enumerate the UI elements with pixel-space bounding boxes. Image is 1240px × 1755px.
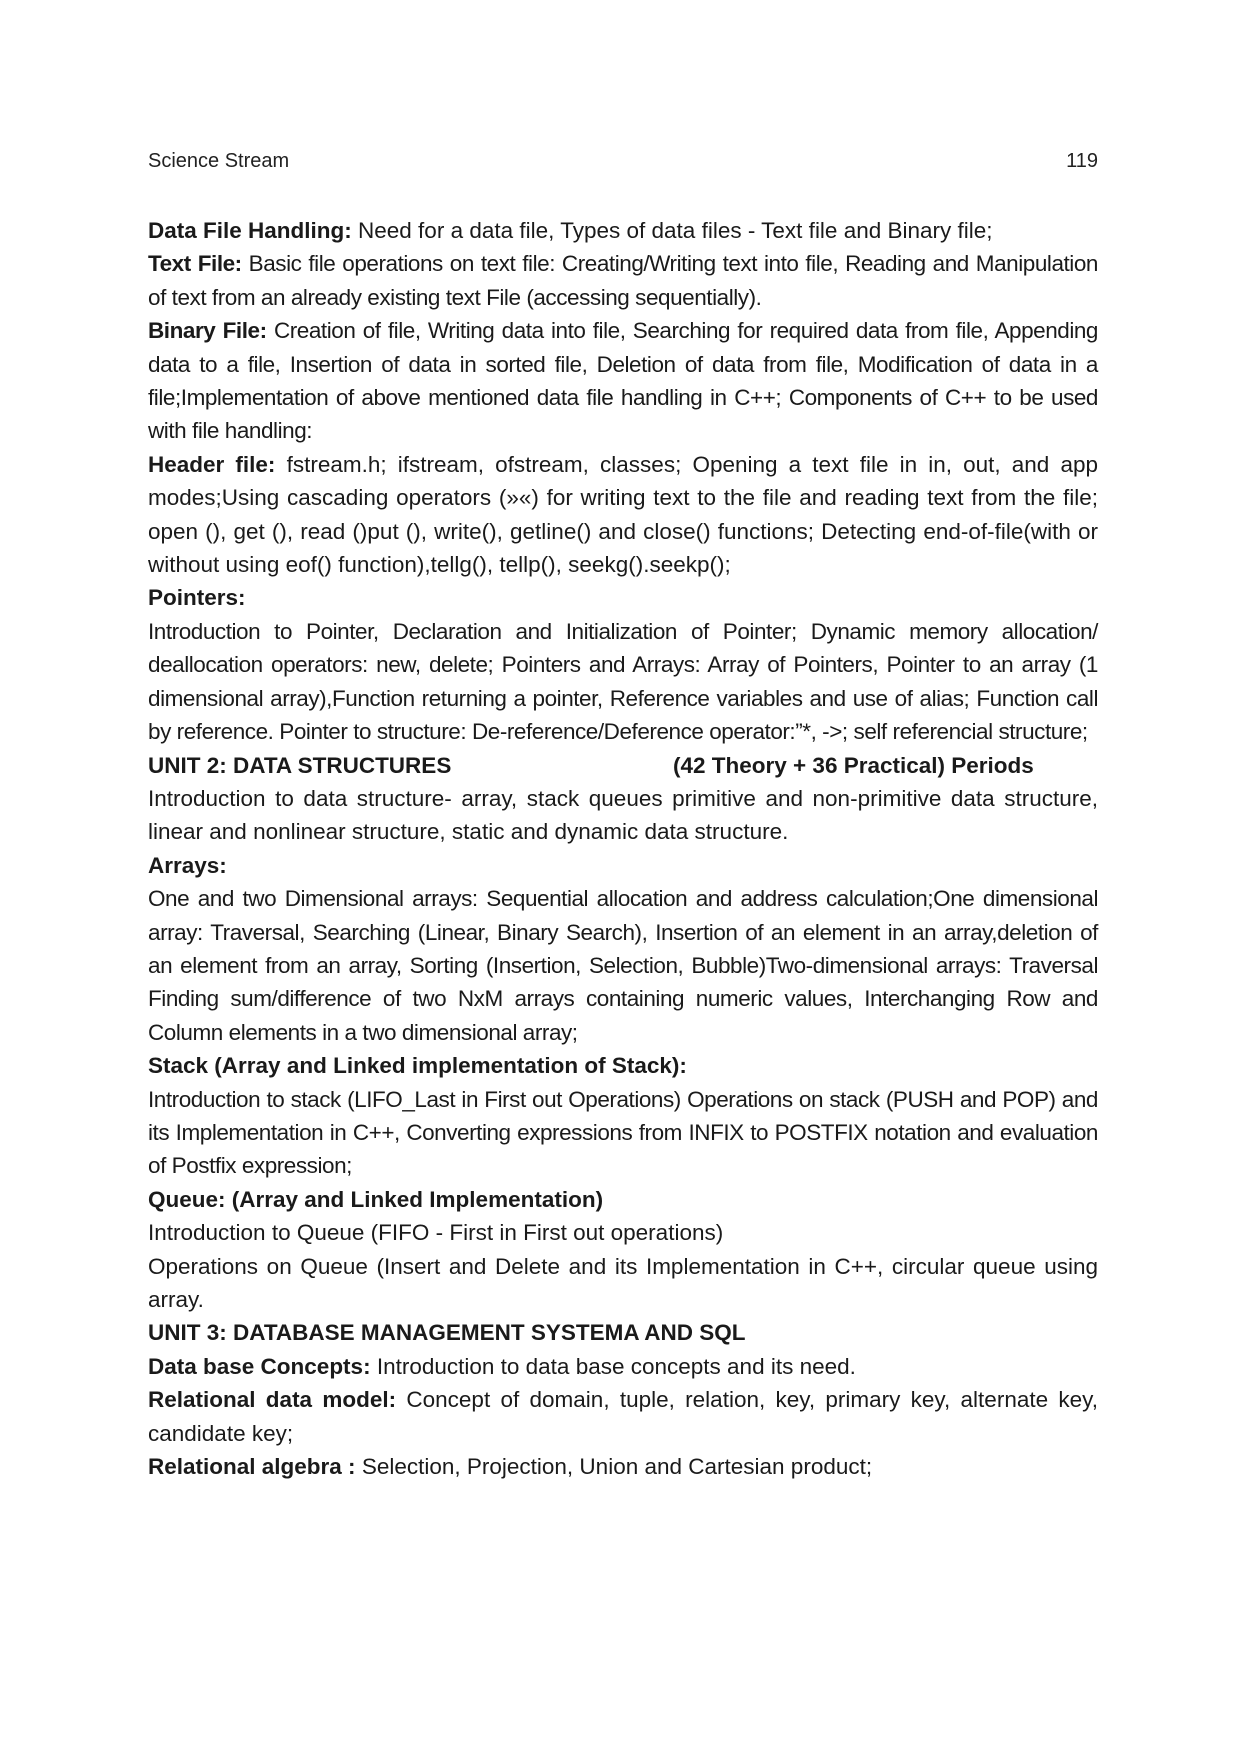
unit-2-title: UNIT 2: DATA STRUCTURES [148,752,452,778]
unit-2-heading [148,749,1098,782]
text-file-paragraph [148,247,1098,314]
relational-algebra-paragraph [148,1450,1098,1483]
text-file-label: Text File: [148,251,242,277]
unit-2-intro: Introduction to data structure- array, stack queues primitive and non-primitive data structure, linear and nonlinear structure, static and dynamic data structure. [148,785,1098,845]
binary-file-label: Binary File: [148,318,267,344]
header-file-label: Header file: [148,451,276,477]
db-concepts-text: Introduction to data base concepts and its need. [370,1353,856,1379]
db-concepts-paragraph [148,1350,1098,1383]
queue-heading: Queue: (Array and Linked Implementation) [148,1186,604,1212]
arrays-text: One and two Dimensional arrays: Sequential allocation and address calculation;One dimensional array: Traversal, Searching (Linear, Binary Search), Insertion of an element in an array,deletion of an element from an array, Sorting (Insertion, Selection, Bubble)Two-dimensional arrays: Traversal Finding sum/difference of two NxM arrays containing numeric values, Interchanging Row and Column elements in a two dimensional array; [148,886,1098,1045]
section-name: Science Stream [148,150,290,172]
binary-file-text: Creation of file, Writing data into file, Searching for required data from file, Appending data to a file, Insertion of data in sorted file, Deletion of data from file, Modification of data in a file;Implementation of above mentioned data file handling in C++; Components of C++ to be used with file handling: [148,318,1098,444]
data-file-handling-paragraph [148,214,1098,247]
syllabus-content [148,214,1098,1483]
arrays-heading: Arrays: [148,852,227,878]
pointers-text: Introduction to Pointer, Declaration and Initialization of Pointer; Dynamic memory allocation/ deallocation operators: new, delete; Pointers and Arrays: Array of Pointers, Pointer to an array (1 dimensional array),Function returning a pointer, Reference variables and use of alias; Function call by reference. Pointer to structure: De-reference/Deference operator:”*, ->; self referencial structure; [148,618,1098,745]
relational-model-label: Relational data model: [148,1387,397,1413]
binary-file-paragraph [148,314,1098,448]
header-file-paragraph [148,448,1098,582]
queue-operations: Operations on Queue (Insert and Delete and its Implementation in C++, circular queue using array. [148,1253,1098,1312]
data-file-handling-text: Need for a data file, Types of data files - Text file and Binary file; [351,218,993,243]
stack-text: Introduction to stack (LIFO_Last in First out Operations) Operations on stack (PUSH and POP) and its Implementation in C++, Converting expressions from INFIX to POSTFIX notation and evaluation of Postfix expression; [148,1086,1098,1179]
unit-2-periods: (42 Theory + 36 Practical) Periods [673,752,1034,778]
relational-model-paragraph [148,1383,1098,1450]
relational-algebra-text: Selection, Projection, Union and Cartesian product; [355,1454,873,1480]
header-file-text: fstream.h; ifstream, ofstream, classes; Opening a text file in in, out, and app modes;Using cascading operators (»«) for writing text to the file and reading text from the file; open (), get (), read ()put (), write(), getline() and close() functions; Detecting end-of-file(with or without using eof() function),tellg(), tellp(), seekg().seekp(); [148,451,1098,578]
pointers-heading: Pointers: [148,585,246,611]
relational-algebra-label: Relational algebra : [148,1454,356,1480]
relational-model-text: Concept of domain, tuple, relation, key, primary key, alternate key, candidate key; [148,1387,1098,1446]
unit-3-heading: UNIT 3: DATABASE MANAGEMENT SYSTEMA AND SQL [148,1320,746,1346]
db-concepts-label: Data base Concepts: [148,1353,371,1379]
queue-intro: Introduction to Queue (FIFO - First in First out operations) [148,1220,724,1246]
stack-heading: Stack (Array and Linked implementation of Stack): [148,1053,687,1079]
page-number: 119 [1066,150,1098,172]
data-file-handling-label: Data File Handling: [148,218,352,243]
text-file-text: Basic file operations on text file: Creating/Writing text into file, Reading and Manipulation of text from an already existing text File (accessing sequentially). [148,251,1098,310]
